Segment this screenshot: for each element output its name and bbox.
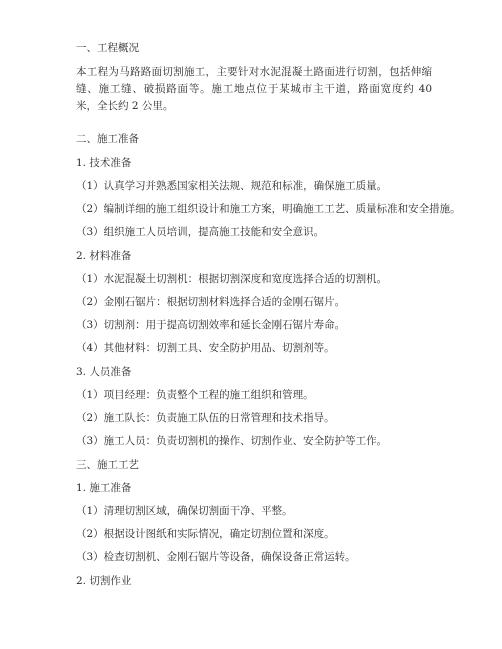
subheading-technical-prep: 1. 技术准备 [76,157,132,169]
list-item: （1）认真学习并熟悉国家相关法规、规范和标准，确保施工质量。 [76,180,388,192]
list-item: （1）清理切割区域，确保切割面干净、平整。 [76,505,293,517]
subheading-construction-prep: 1. 施工准备 [76,482,132,494]
list-item: （2）根据设计图纸和实际情况，确定切割位置和深度。 [76,528,335,540]
subheading-material-prep: 2. 材料准备 [76,250,132,262]
list-item: （3）检查切割机、金刚石锯片等设备，确保设备正常运转。 [76,551,356,563]
list-item: （2）施工队长：负责施工队伍的日常管理和技术指导。 [76,412,335,424]
list-item: （2）金刚石锯片：根据切割材料选择合适的金刚石锯片。 [76,296,346,308]
list-item: （3）切割剂：用于提高切割效率和延长金刚石锯片寿命。 [76,319,346,331]
list-item: （1）水泥混凝土切割机：根据切割深度和宽度选择合适的切割机。 [76,273,388,285]
subheading-cutting-operation: 2. 切割作业 [76,575,132,587]
list-item: （3）施工人员：负责切割机的操作、切割作业、安全防护等工作。 [76,435,388,447]
list-item: （1）项目经理：负责整个工程的施工组织和管理。 [76,389,314,401]
list-item: （4）其他材料：切割工具、安全防护用品、切割剂等。 [76,342,335,354]
section-heading-overview: 一、工程概况 [76,42,139,54]
subheading-personnel-prep: 3. 人员准备 [76,366,132,378]
list-item: （3）组织施工人员培训，提高施工技能和安全意识。 [76,226,325,238]
list-item: （2）编制详细的施工组织设计和施工方案，明确施工工艺、质量标准和安全措施。 [76,203,461,215]
overview-paragraph: 本工程为马路路面切割施工，主要针对水泥混凝土路面进行切割，包括伸缩缝、施工缝、破损路面等。施工地点位于某城市主干道，路面宽度约 40 米，全长约 2 公里。 [76,66,432,112]
section-heading-process: 三、施工工艺 [76,459,139,471]
section-heading-preparation: 二、施工准备 [76,133,139,145]
